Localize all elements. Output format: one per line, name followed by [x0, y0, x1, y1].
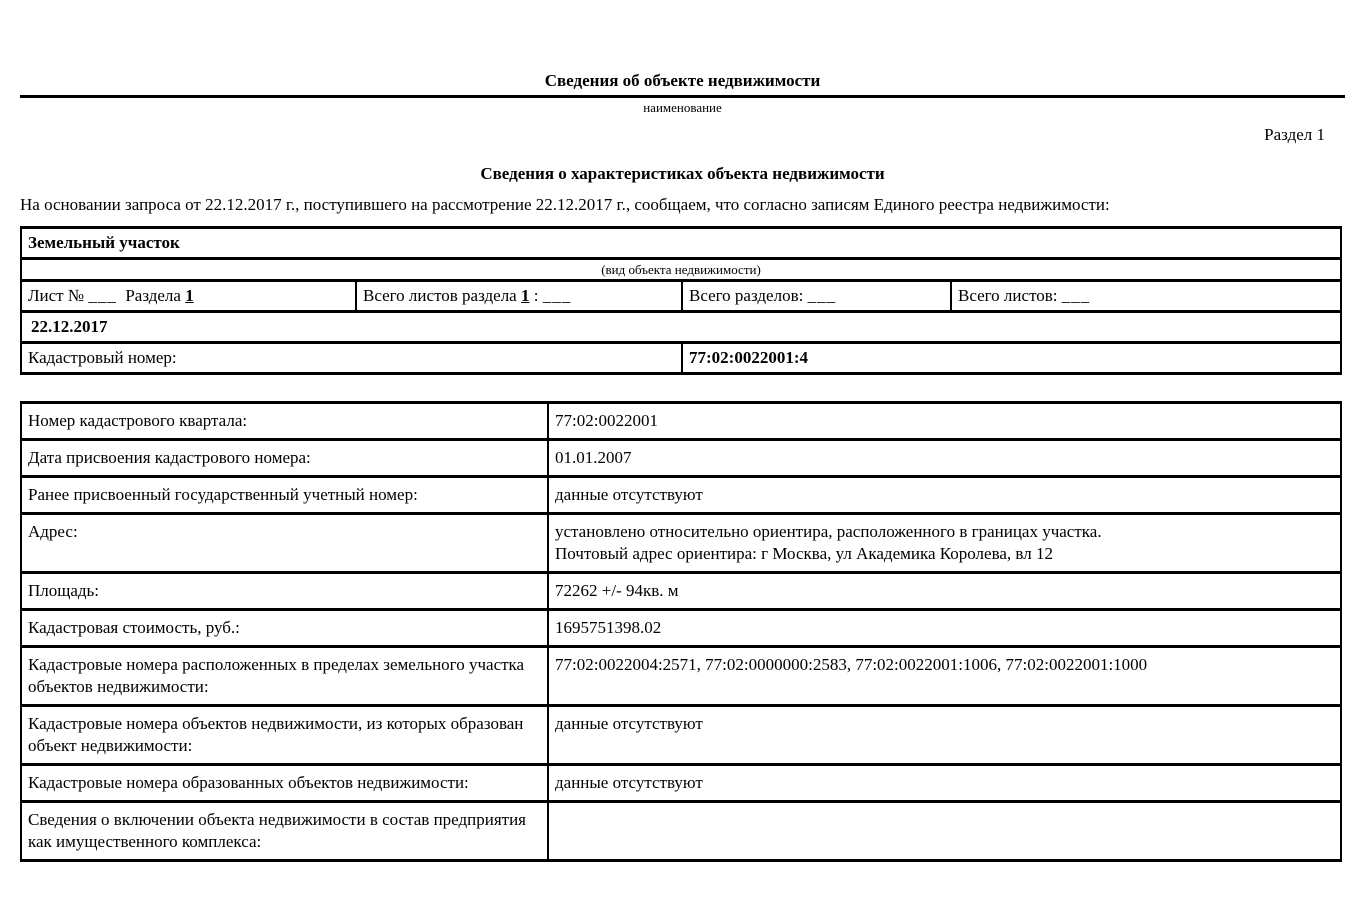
row-value [548, 647, 1341, 706]
total-sheets-section-blank: ___ [542, 286, 572, 305]
row-label: Кадастровые номера объектов недвижимости, из которых образован объект недвижимости: [21, 706, 548, 765]
total-sheets-section-colon: : [533, 286, 539, 305]
row-value-line: данные отсутствуют [555, 485, 703, 504]
row-value [548, 514, 1341, 573]
section-label: Раздел 1 [1264, 125, 1325, 144]
object-type-caption-row [21, 259, 1341, 281]
table-row [21, 610, 1341, 647]
table-row [21, 440, 1341, 477]
row-value-line: 72262 +/- 94кв. м [555, 581, 679, 600]
row-label: Сведения о включении объекта недвижимости в состав предприятия как имущественного комплекса: [21, 802, 548, 861]
razdel-label: Раздела [125, 286, 181, 305]
row-label: Адрес: [21, 514, 548, 573]
row-value-line: 1695751398.02 [555, 618, 662, 637]
row-value-line: 77:02:0022001 [555, 411, 658, 430]
object-type-caption: (вид объекта недвижимости) [21, 259, 1341, 281]
object-type-row [21, 228, 1341, 259]
row-value-line: данные отсутствуют [555, 714, 703, 733]
row-label: Площадь: [21, 573, 548, 610]
total-sections-label: Всего разделов: [689, 286, 804, 305]
table-row [21, 765, 1341, 802]
row-value-line: 01.01.2007 [555, 448, 632, 467]
row-label: Номер кадастрового квартала: [21, 403, 548, 440]
characteristics-heading: Сведения о характеристиках объекта недвижимости [480, 164, 885, 183]
total-sheets-blank: ___ [1061, 286, 1091, 305]
table-row [21, 477, 1341, 514]
table-row [21, 706, 1341, 765]
row-value [548, 610, 1341, 647]
table-row [21, 403, 1341, 440]
date-row [21, 312, 1341, 343]
cadastral-number-row [21, 343, 1341, 374]
sheet-blank: ___ [88, 286, 117, 305]
row-label: Кадастровая стоимость, руб.: [21, 610, 548, 647]
sheet-info-row [21, 281, 1341, 312]
row-value-line: 77:02:0022004:2571, 77:02:0000000:2583, 77:02:0022001:1006, 77:02:0022001:1000 [555, 655, 1148, 674]
object-header-table [20, 226, 1342, 375]
table-row [21, 573, 1341, 610]
row-value [548, 403, 1341, 440]
table-row [21, 802, 1341, 861]
total-sheets-section-cell [356, 281, 682, 312]
table-row [21, 647, 1341, 706]
row-value [548, 706, 1341, 765]
intro-text: На основании запроса от 22.12.2017 г., поступившего на рассмотрение 22.12.2017 г., сообщаем, что согласно записям Единого реестра недвижимости: [20, 195, 1110, 214]
total-sheets-section-label: Всего листов раздела [363, 286, 517, 305]
details-table [20, 401, 1342, 862]
total-sheets-cell [951, 281, 1341, 312]
row-value-line: данные отсутствуют [555, 773, 703, 792]
row-value [548, 477, 1341, 514]
document-header [20, 0, 1345, 216]
sheet-label: Лист № [28, 286, 85, 305]
row-label: Кадастровые номера расположенных в пределах земельного участка объектов недвижимости: [21, 647, 548, 706]
row-value [548, 573, 1341, 610]
document-date: 22.12.2017 [21, 312, 1341, 343]
row-value [548, 802, 1341, 861]
sheet-number-cell [21, 281, 356, 312]
row-value [548, 440, 1341, 477]
row-value-line: Почтовый адрес ориентира: г Москва, ул Академика Королева, вл 12 [555, 544, 1053, 563]
row-label: Кадастровые номера образованных объектов недвижимости: [21, 765, 548, 802]
row-label: Ранее присвоенный государственный учетный номер: [21, 477, 548, 514]
cadastral-number-label: Кадастровый номер: [21, 343, 682, 374]
object-type: Земельный участок [21, 228, 1341, 259]
row-value-line: установлено относительно ориентира, расположенного в границах участка. [555, 522, 1102, 541]
total-sheets-label: Всего листов: [958, 286, 1058, 305]
page-title: Сведения об объекте недвижимости [20, 70, 1345, 98]
row-label: Дата присвоения кадастрового номера: [21, 440, 548, 477]
table-row [21, 514, 1341, 573]
total-sections-cell [682, 281, 951, 312]
razdel-value: 1 [185, 286, 194, 305]
title-caption: наименование [643, 100, 722, 115]
row-value [548, 765, 1341, 802]
cadastral-number-value: 77:02:0022001:4 [682, 343, 1341, 374]
total-sections-blank: ___ [807, 286, 837, 305]
total-sheets-section-value: 1 [520, 286, 530, 305]
